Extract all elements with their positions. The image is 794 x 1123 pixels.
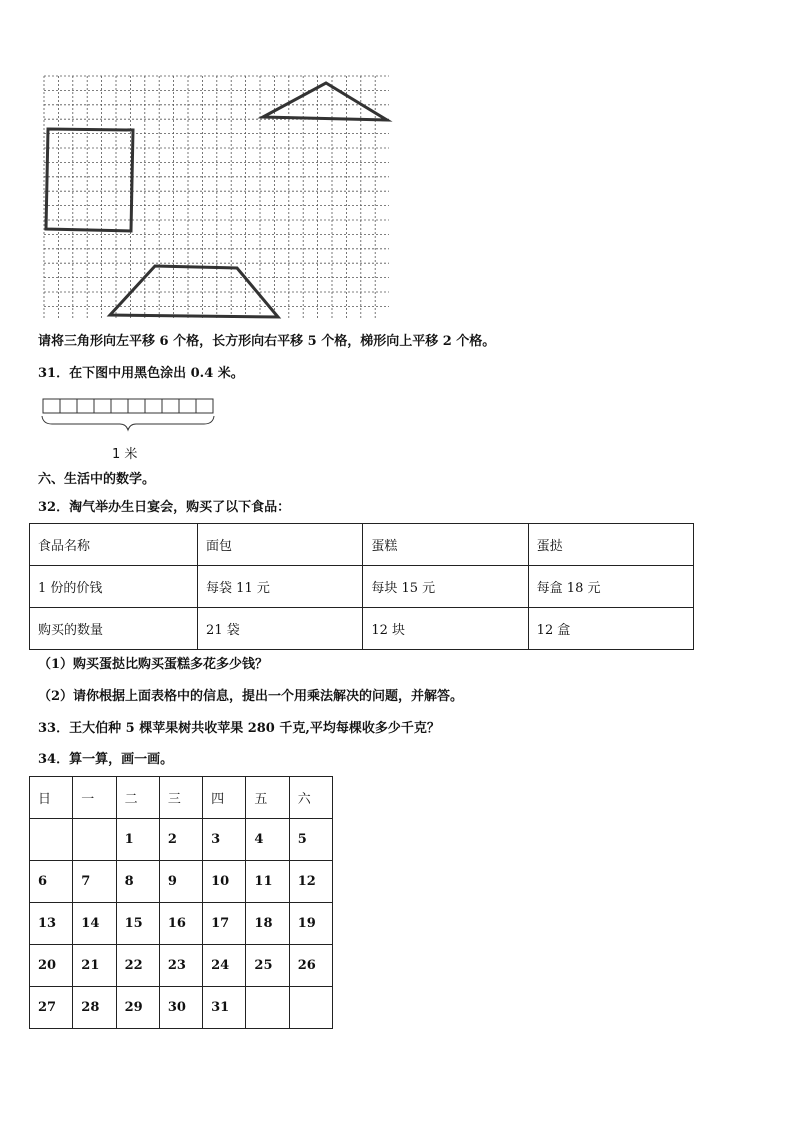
table-cell: 12	[289, 861, 332, 903]
table-cell: 蛋糕	[363, 524, 528, 566]
table-cell: 31	[203, 987, 246, 1029]
table-cell: 24	[203, 945, 246, 987]
table-cell: 21 袋	[198, 608, 363, 650]
table-cell: 19	[289, 903, 332, 945]
table-cell	[73, 819, 116, 861]
q31-text: 31．在下图中用黑色涂出 0.4 米。	[38, 366, 244, 381]
table-cell: 3	[203, 819, 246, 861]
table-cell: 13	[30, 903, 73, 945]
table-cell: 2	[159, 819, 202, 861]
brace-label: 1 米	[112, 447, 138, 462]
table-cell: 四	[203, 777, 246, 819]
table-cell: 10	[203, 861, 246, 903]
table-cell: 7	[73, 861, 116, 903]
table-row	[30, 566, 694, 608]
grid-figure	[40, 72, 396, 322]
q34-text: 34．算一算，画一画。	[38, 752, 174, 767]
table-row	[30, 903, 333, 945]
table-cell: 面包	[198, 524, 363, 566]
table-cell: 二	[116, 777, 159, 819]
table-cell: 25	[246, 945, 289, 987]
strip-cell[interactable]	[128, 399, 145, 413]
table-cell: 26	[289, 945, 332, 987]
meter-strip-figure	[40, 396, 220, 432]
strip-cell[interactable]	[94, 399, 111, 413]
table-cell: 一	[73, 777, 116, 819]
table-row	[30, 945, 333, 987]
table-cell: 食品名称	[30, 524, 198, 566]
table-cell: 27	[30, 987, 73, 1029]
table-cell: 五	[246, 777, 289, 819]
table-cell: 28	[73, 987, 116, 1029]
table-cell: 18	[246, 903, 289, 945]
table-row	[30, 819, 333, 861]
table-cell: 23	[159, 945, 202, 987]
table-cell: 12 块	[363, 608, 528, 650]
table-cell: 14	[73, 903, 116, 945]
strip-cell[interactable]	[43, 399, 60, 413]
table-cell: 4	[246, 819, 289, 861]
table-cell: 21	[73, 945, 116, 987]
table-cell: 22	[116, 945, 159, 987]
table-cell: 9	[159, 861, 202, 903]
table-cell: 16	[159, 903, 202, 945]
table-cell: 17	[203, 903, 246, 945]
q32-sub2: （2）请你根据上面表格中的信息，提出一个用乘法解决的问题，并解答。	[38, 689, 464, 704]
table-cell: 29	[116, 987, 159, 1029]
section-title: 六、生活中的数学。	[38, 472, 156, 487]
meter-strip	[43, 399, 213, 413]
table-cell	[289, 987, 332, 1029]
calendar-table	[29, 776, 333, 1029]
table-cell: 8	[116, 861, 159, 903]
q30-instruction: 请将三角形向左平移 6 个格，长方形向右平移 5 个格，梯形向上平移 2 个格。	[38, 334, 496, 349]
table-cell: 1 份的价钱	[30, 566, 198, 608]
table-row	[30, 524, 694, 566]
table-cell: 日	[30, 777, 73, 819]
strip-cell[interactable]	[77, 399, 94, 413]
table-cell: 每袋 11 元	[198, 566, 363, 608]
q32-sub1: （1）购买蛋挞比购买蛋糕多花多少钱？	[38, 657, 269, 672]
table-cell: 15	[116, 903, 159, 945]
table-cell: 12 盒	[528, 608, 693, 650]
table-cell	[246, 987, 289, 1029]
strip-cell[interactable]	[196, 399, 213, 413]
q32-text: 32．淘气举办生日宴会，购买了以下食品：	[38, 500, 291, 515]
strip-cell[interactable]	[60, 399, 77, 413]
strip-cell[interactable]	[111, 399, 128, 413]
table-row	[30, 777, 333, 819]
table-cell: 每块 15 元	[363, 566, 528, 608]
brace	[42, 416, 214, 430]
table-cell	[30, 819, 73, 861]
food-table	[29, 523, 694, 650]
dotted-grid	[44, 76, 389, 318]
table-row	[30, 608, 694, 650]
strip-cell[interactable]	[145, 399, 162, 413]
trapezoid-shape	[110, 266, 278, 317]
table-row	[30, 861, 333, 903]
q33-text: 33．王大伯种 5 棵苹果树共收苹果 280 千克,平均每棵收多少千克？	[38, 721, 440, 736]
table-cell: 30	[159, 987, 202, 1029]
table-cell: 11	[246, 861, 289, 903]
strip-cell[interactable]	[179, 399, 196, 413]
triangle-shape	[263, 83, 387, 120]
table-cell: 六	[289, 777, 332, 819]
table-cell: 购买的数量	[30, 608, 198, 650]
rectangle-shape	[46, 129, 133, 231]
table-cell: 每盒 18 元	[528, 566, 693, 608]
table-cell: 蛋挞	[528, 524, 693, 566]
table-cell: 6	[30, 861, 73, 903]
table-cell: 1	[116, 819, 159, 861]
table-cell: 三	[159, 777, 202, 819]
strip-cell[interactable]	[162, 399, 179, 413]
table-cell: 5	[289, 819, 332, 861]
table-row	[30, 987, 333, 1029]
table-cell: 20	[30, 945, 73, 987]
